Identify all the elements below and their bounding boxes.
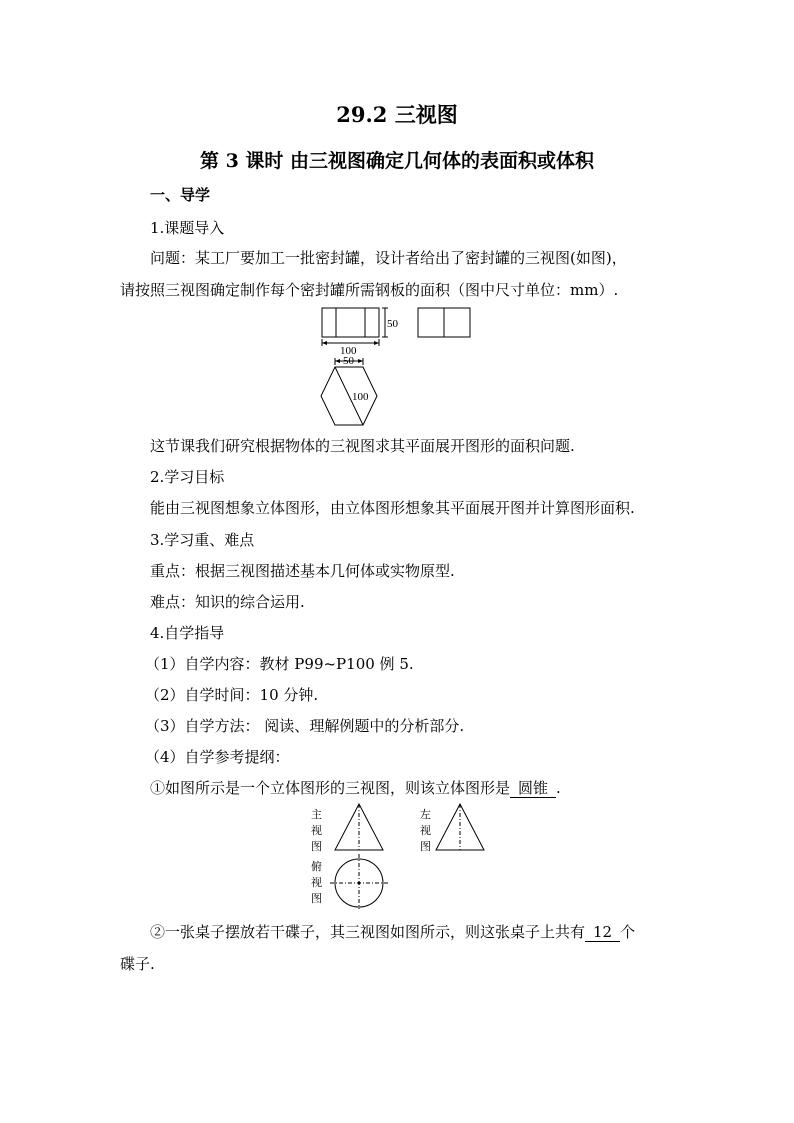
problem-text-line1: 问题：某工厂要加工一批密封罐，设计者给出了密封罐的三视图(如图)， (150, 249, 627, 267)
cone-three-view-figure (300, 802, 490, 910)
left-view-label-3: 图 (420, 841, 431, 853)
top-view-label-3: 图 (311, 893, 322, 905)
question-2 (150, 922, 635, 942)
top-view-label-2: 视 (311, 877, 322, 889)
question-2-unit: 个 (620, 923, 636, 941)
front-view-label-1: 主 (311, 809, 322, 821)
self-study-item-outline: （4）自学参考提纲： (145, 748, 290, 766)
self-study-heading: 4.自学指导 (150, 624, 225, 642)
dim-side-label: 50 (343, 355, 354, 367)
dim-height-label: 50 (387, 318, 398, 330)
goals-text: 能由三视图想象立体图形，由立体图形想象其平面展开图并计算图形面积. (150, 499, 635, 517)
question-2-line2: 碟子. (120, 955, 155, 973)
front-view-label-2: 视 (311, 825, 322, 837)
top-view-label-1: 俯 (311, 861, 322, 873)
problem-text-line2: 请按照三视图确定制作每个密封罐所需钢板的面积（图中尺寸单位：mm）. (120, 281, 619, 299)
goals-heading: 2.学习目标 (150, 468, 225, 486)
question-2-answer: 12 (585, 923, 620, 942)
side-view-rect (418, 308, 470, 337)
intro-summary: 这节课我们研究根据物体的三视图求其平面展开图形的面积问题. (150, 437, 575, 455)
lesson-subtitle: 第 3 课时 由三视图确定几何体的表面积或体积 (199, 150, 595, 172)
self-study-item-content: （1）自学内容：教材 P99~P100 例 5. (145, 655, 414, 673)
intro-heading: 1.课题导入 (150, 219, 225, 237)
self-study-item-time: （2）自学时间：10 分钟. (145, 686, 319, 704)
left-view-label-1: 左 (420, 809, 431, 821)
front-view-label-3: 图 (311, 841, 322, 853)
self-study-item-method: （3）自学方法： 阅读、理解例题中的分析部分. (145, 717, 465, 735)
question-1 (150, 778, 561, 798)
difficult-point-text: 难点：知识的综合运用. (150, 593, 305, 611)
question-2-text: ②一张桌子摆放若干碟子，其三视图如图所示，则这张桌子上共有 (150, 923, 586, 941)
left-view-label-2: 视 (420, 825, 431, 837)
key-point-text: 重点：根据三视图描述基本几何体或实物原型. (150, 562, 455, 580)
sealed-can-three-view-figure (310, 305, 485, 430)
question-1-text: ①如图所示是一个立体图形的三视图，则该立体图形是 (150, 779, 511, 797)
question-1-end: . (556, 779, 561, 797)
question-1-answer: 圆锥 (510, 779, 556, 798)
front-view-rect (322, 308, 379, 337)
dim-width-label: 100 (340, 345, 357, 357)
key-points-heading: 3.学习重、难点 (150, 531, 255, 549)
section-heading-guide: 一、导学 (150, 186, 211, 204)
page-title: 29.2 三视图 (336, 102, 458, 127)
dim-diagonal-label: 100 (352, 391, 369, 403)
